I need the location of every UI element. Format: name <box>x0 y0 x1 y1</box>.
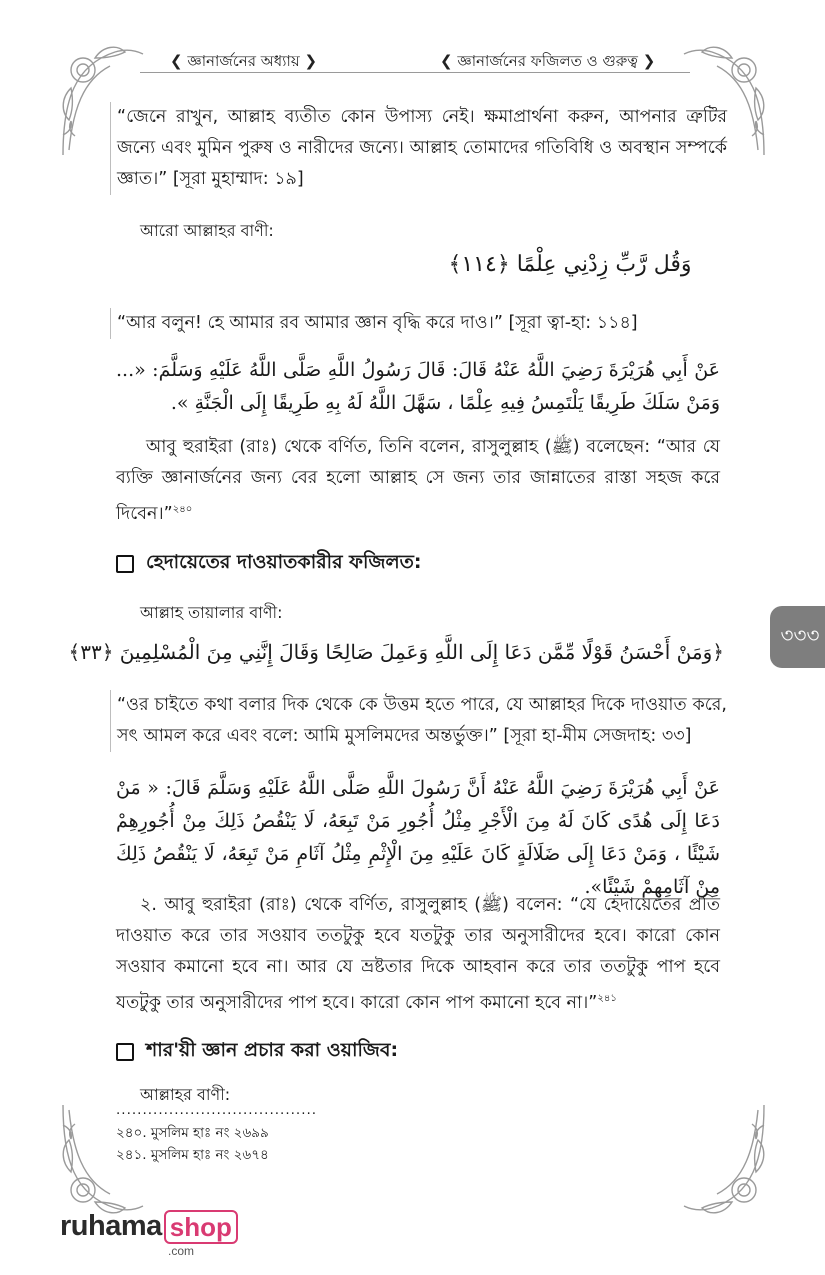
hadith-bengali-1: আবু হুরাইরা (রাঃ) থেকে বর্ণিত, তিনি বলেন, রাসুলুল্লাহ (ﷺ) বলেছেন: “আর যে ব্যক্তি জ্ঞানার্জনের জন্য বের হলো আল্লাহ সে জন্য তার জান্নাতের রাস্তা সহজ করে দিবেন।”$^{২৪০}$ <box>116 437 720 524</box>
intro-allah-words-2: আল্লাহর বাণী: <box>140 1085 231 1104</box>
footnote-ref-240: ২৪০ <box>172 504 193 515</box>
section-heading-spreading-knowledge: শার'য়ী জ্ঞান প্রচার করা ওয়াজিব: <box>116 1036 398 1068</box>
header-left-title: ❮ জ্ঞানার্জনের অধ্যায় ❯ <box>170 52 318 70</box>
quote-surah-muhammad: “জেনে রাখুন, আল্লাহ ব্যতীত কোন উপাস্য নেই। ক্ষমাপ্রার্থনা করুন, আপনার ত্রুটির জন্যে এবং মুমিন পুরুষ ও নারীদের জন্যে। আল্লাহ তোমাদের গতিবিধি ও অবস্থান সম্পর্কে জ্ঞাত।” [সূরা মুহাম্মাদ: ১৯] <box>110 102 727 195</box>
footnote-ref-241: ২৪১ <box>597 993 617 1004</box>
intro-allah-words: আল্লাহ তায়ালার বাণী: <box>140 603 283 622</box>
corner-ornament-bottom-right <box>682 1100 772 1220</box>
hadith-arabic-2: عَنْ أَبِي هُرَيْرَةَ رَضِيَ اللَّهُ عَنْهُ أَنَّ رَسُولَ اللَّهِ صَلَّى اللَّهُ عَلَيْهِ وَسَلَّمَ قَالَ: « مَنْ دَعَا إِلَى هُدًى كَانَ لَهُ مِنَ الْأَجْرِ مِثْلُ أُجُورِ مَنْ تَبِعَهُ، لَا يَنْقُصُ ذَلِكَ مِنْ أُجُورِهِمْ شَيْئًا ، وَمَنْ دَعَا إِلَى ضَلَالَةٍ كَانَ عَلَيْهِ مِنَ الْإِثْمِ مِثْلُ آثَامِ مَنْ تَبِعَهُ، لَا يَنْقُصُ ذَلِكَ مِنْ آثَامِهِمْ شَيْئًا». <box>116 777 720 898</box>
footnote-240: ২৪০. মুসলিম হাঃ নং ২৬৯৯ <box>116 1125 269 1141</box>
hadith-arabic-1: عَنْ أَبِي هُرَيْرَةَ رَضِيَ اللَّهُ عَنْهُ قَالَ: قَالَ رَسُولُ اللَّهِ صَلَّى اللَّهُ عَلَيْهِ وَسَلَّمَ: «... وَمَنْ سَلَكَ طَرِيقًا يَلْتَمِسُ فِيهِ عِلْمًا ، سَهَّلَ اللَّهُ لَهُ بِهِ طَرِيقًا إِلَى الْجَنَّةِ ». <box>116 359 720 414</box>
intro-more-words: আরো আল্লাহর বাণী: <box>140 221 274 240</box>
hadith-bengali-2: ২. আবু হুরাইরা (রাঃ) থেকে বর্ণিত, রাসুলুল্লাহ (ﷺ) বলেন: “যে হেদায়েতের প্রতি দাওয়াত করে তার সওয়াব ততটুকু হবে যতটুকু তার অনুসারীদের হবে। কারো কোন সওয়াব কমানো হবে না। আর যে ভ্রষ্টতার দিকে আহবান করে তার ততটুকু পাপ হবে যতটুকু তার অনুসারীদের পাপ হবে। কারো কোন পাপ কমানো হবে না।”$^{২৪১}$ <box>116 895 720 1013</box>
header-right-title: ❮ জ্ঞানার্জনের ফজিলত ও গুরুত্ব ❯ <box>440 52 656 70</box>
ayah-taha-114: وَقُل رَّبِّ زِدْنِي عِلْمًا ﴿١١٤﴾ <box>448 252 692 277</box>
footnote-241: ২৪১. মুসলিম হাঃ নং ২৬৭৪ <box>116 1147 269 1163</box>
quote-surah-fussilat: “ওর চাইতে কথা বলার দিক থেকে কে উত্তম হতে পারে, যে আল্লাহর দিকে দাওয়াত করে, সৎ আমল করে এবং বলে: আমি মুসলিমদের অন্তর্ভুক্ত।” [সূরা হা-মীম সেজদাহ: ৩৩] <box>110 690 727 752</box>
quote-surah-taha: “আর বলুন! হে আমার রব আমার জ্ঞান বৃদ্ধি করে দাও।” [সূরা ত্বা-হা: ১১৪] <box>110 308 727 339</box>
footnote-separator: ...................................... <box>116 1102 318 1118</box>
ayah-fussilat-33: ﴿وَمَنْ أَحْسَنُ قَوْلًا مِّمَّن دَعَا إِلَى اللَّهِ وَعَمِلَ صَالِحًا وَقَالَ إِنَّنِي مِنَ الْمُسْلِمِينَ ﴿٣٣﴾ <box>68 640 724 664</box>
ruhama-shop-logo: ruhama shop .com <box>60 1210 238 1244</box>
page-number-tab: ৩৩৩ <box>770 606 825 668</box>
checkbox-icon <box>116 555 134 573</box>
section-heading-dawah-virtue: হেদায়েতের দাওয়াতকারীর ফজিলত: <box>116 548 422 580</box>
checkbox-icon <box>116 1043 134 1061</box>
